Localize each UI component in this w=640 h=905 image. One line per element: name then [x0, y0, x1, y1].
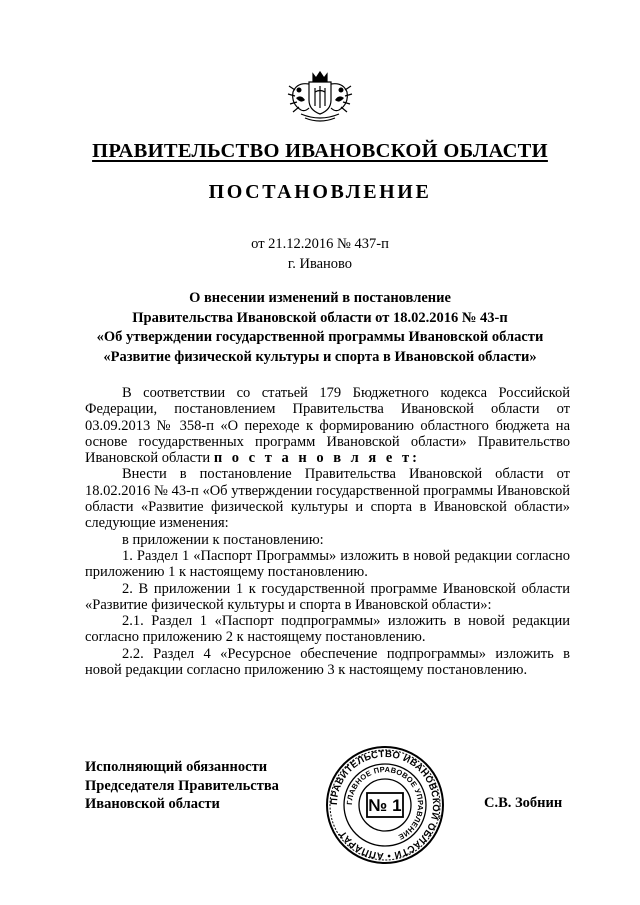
- decree-word: п о с т а н о в л я е т:: [213, 450, 420, 467]
- preamble-text: В соответствии со статьей 179 Бюджетного кодекса Российской Федерации, постановлением Правительства Ивановской области от 03.09.2013 № 358-п «О переходе к формированию областного бюджета на основе государственных программ Ивановской области» Правительство Ивановской области: [85, 385, 570, 467]
- document-type: ПОСТАНОВЛЕНИЕ: [208, 181, 432, 203]
- body-paragraph-amend: Внести в постановление Правительства Ивановской области от 18.02.2016 № 43-п «Об утверждении государственной программы Ивановской области «Развитие физической культуры и спорта в Ивановской области» следующие изменения:: [85, 466, 570, 532]
- body-paragraph-item-1: 1. Раздел 1 «Паспорт Программы» изложить в новой редакции согласно приложению 1 к настоящему постановлению.: [85, 547, 570, 581]
- seal-ring-text: ПРАВИТЕЛЬСТВО ИВАНОВСКОЙ ОБЛАСТИ • АППАРАТ: [328, 748, 442, 862]
- seal-inner-text: ГЛАВНОЕ ПРАВОВОЕ УПРАВЛЕНИЕ: [344, 764, 426, 842]
- body-paragraph-item-2: 2. В приложении 1 к государственной программе Ивановской области «Развитие физической культуры и спорта в Ивановской области»:: [85, 580, 570, 613]
- signatory-line: Председателя Правительства: [85, 777, 279, 794]
- body-paragraph-appendix: в приложении к постановлению:: [122, 531, 324, 548]
- title-line: Правительства Ивановской области от 18.02.2016 № 43-п: [132, 309, 508, 326]
- official-seal-icon: [325, 745, 445, 865]
- signatory-name: С.В. Зобнин: [484, 795, 563, 811]
- body-paragraph-item-2-1: 2.1. Раздел 1 «Паспорт подпрограммы» изложить в новой редакции согласно приложению 2 к настоящему постановлению.: [85, 613, 570, 646]
- title-line: О внесении изменений в постановление: [189, 290, 451, 306]
- document-city: г. Иваново: [287, 256, 353, 272]
- signatory-line: Исполняющий обязанности: [85, 759, 268, 775]
- document-date-number: от 21.12.2016 № 437-п: [251, 236, 389, 252]
- organization-title: ПРАВИТЕЛЬСТВО ИВАНОВСКОЙ ОБЛАСТИ: [92, 140, 548, 162]
- signatory-position: [85, 758, 279, 814]
- body-paragraph-item-2-2: 2.2. Раздел 4 «Ресурсное обеспечение подпрограммы» изложить в новой редакции согласно приложению 3 к настоящему постановлению.: [85, 645, 570, 679]
- title-line: «Развитие физической культуры и спорта в Ивановской области»: [103, 348, 537, 365]
- document-body: [85, 385, 570, 678]
- signatory-line: Ивановской области: [85, 796, 220, 812]
- coat-of-arms-icon: [287, 60, 353, 126]
- title-line: «Об утверждении государственной программы Ивановской области: [96, 329, 544, 345]
- seal-center-text: № 1: [368, 796, 402, 815]
- body-paragraph-preamble: [85, 385, 570, 466]
- document-title: [0, 289, 640, 367]
